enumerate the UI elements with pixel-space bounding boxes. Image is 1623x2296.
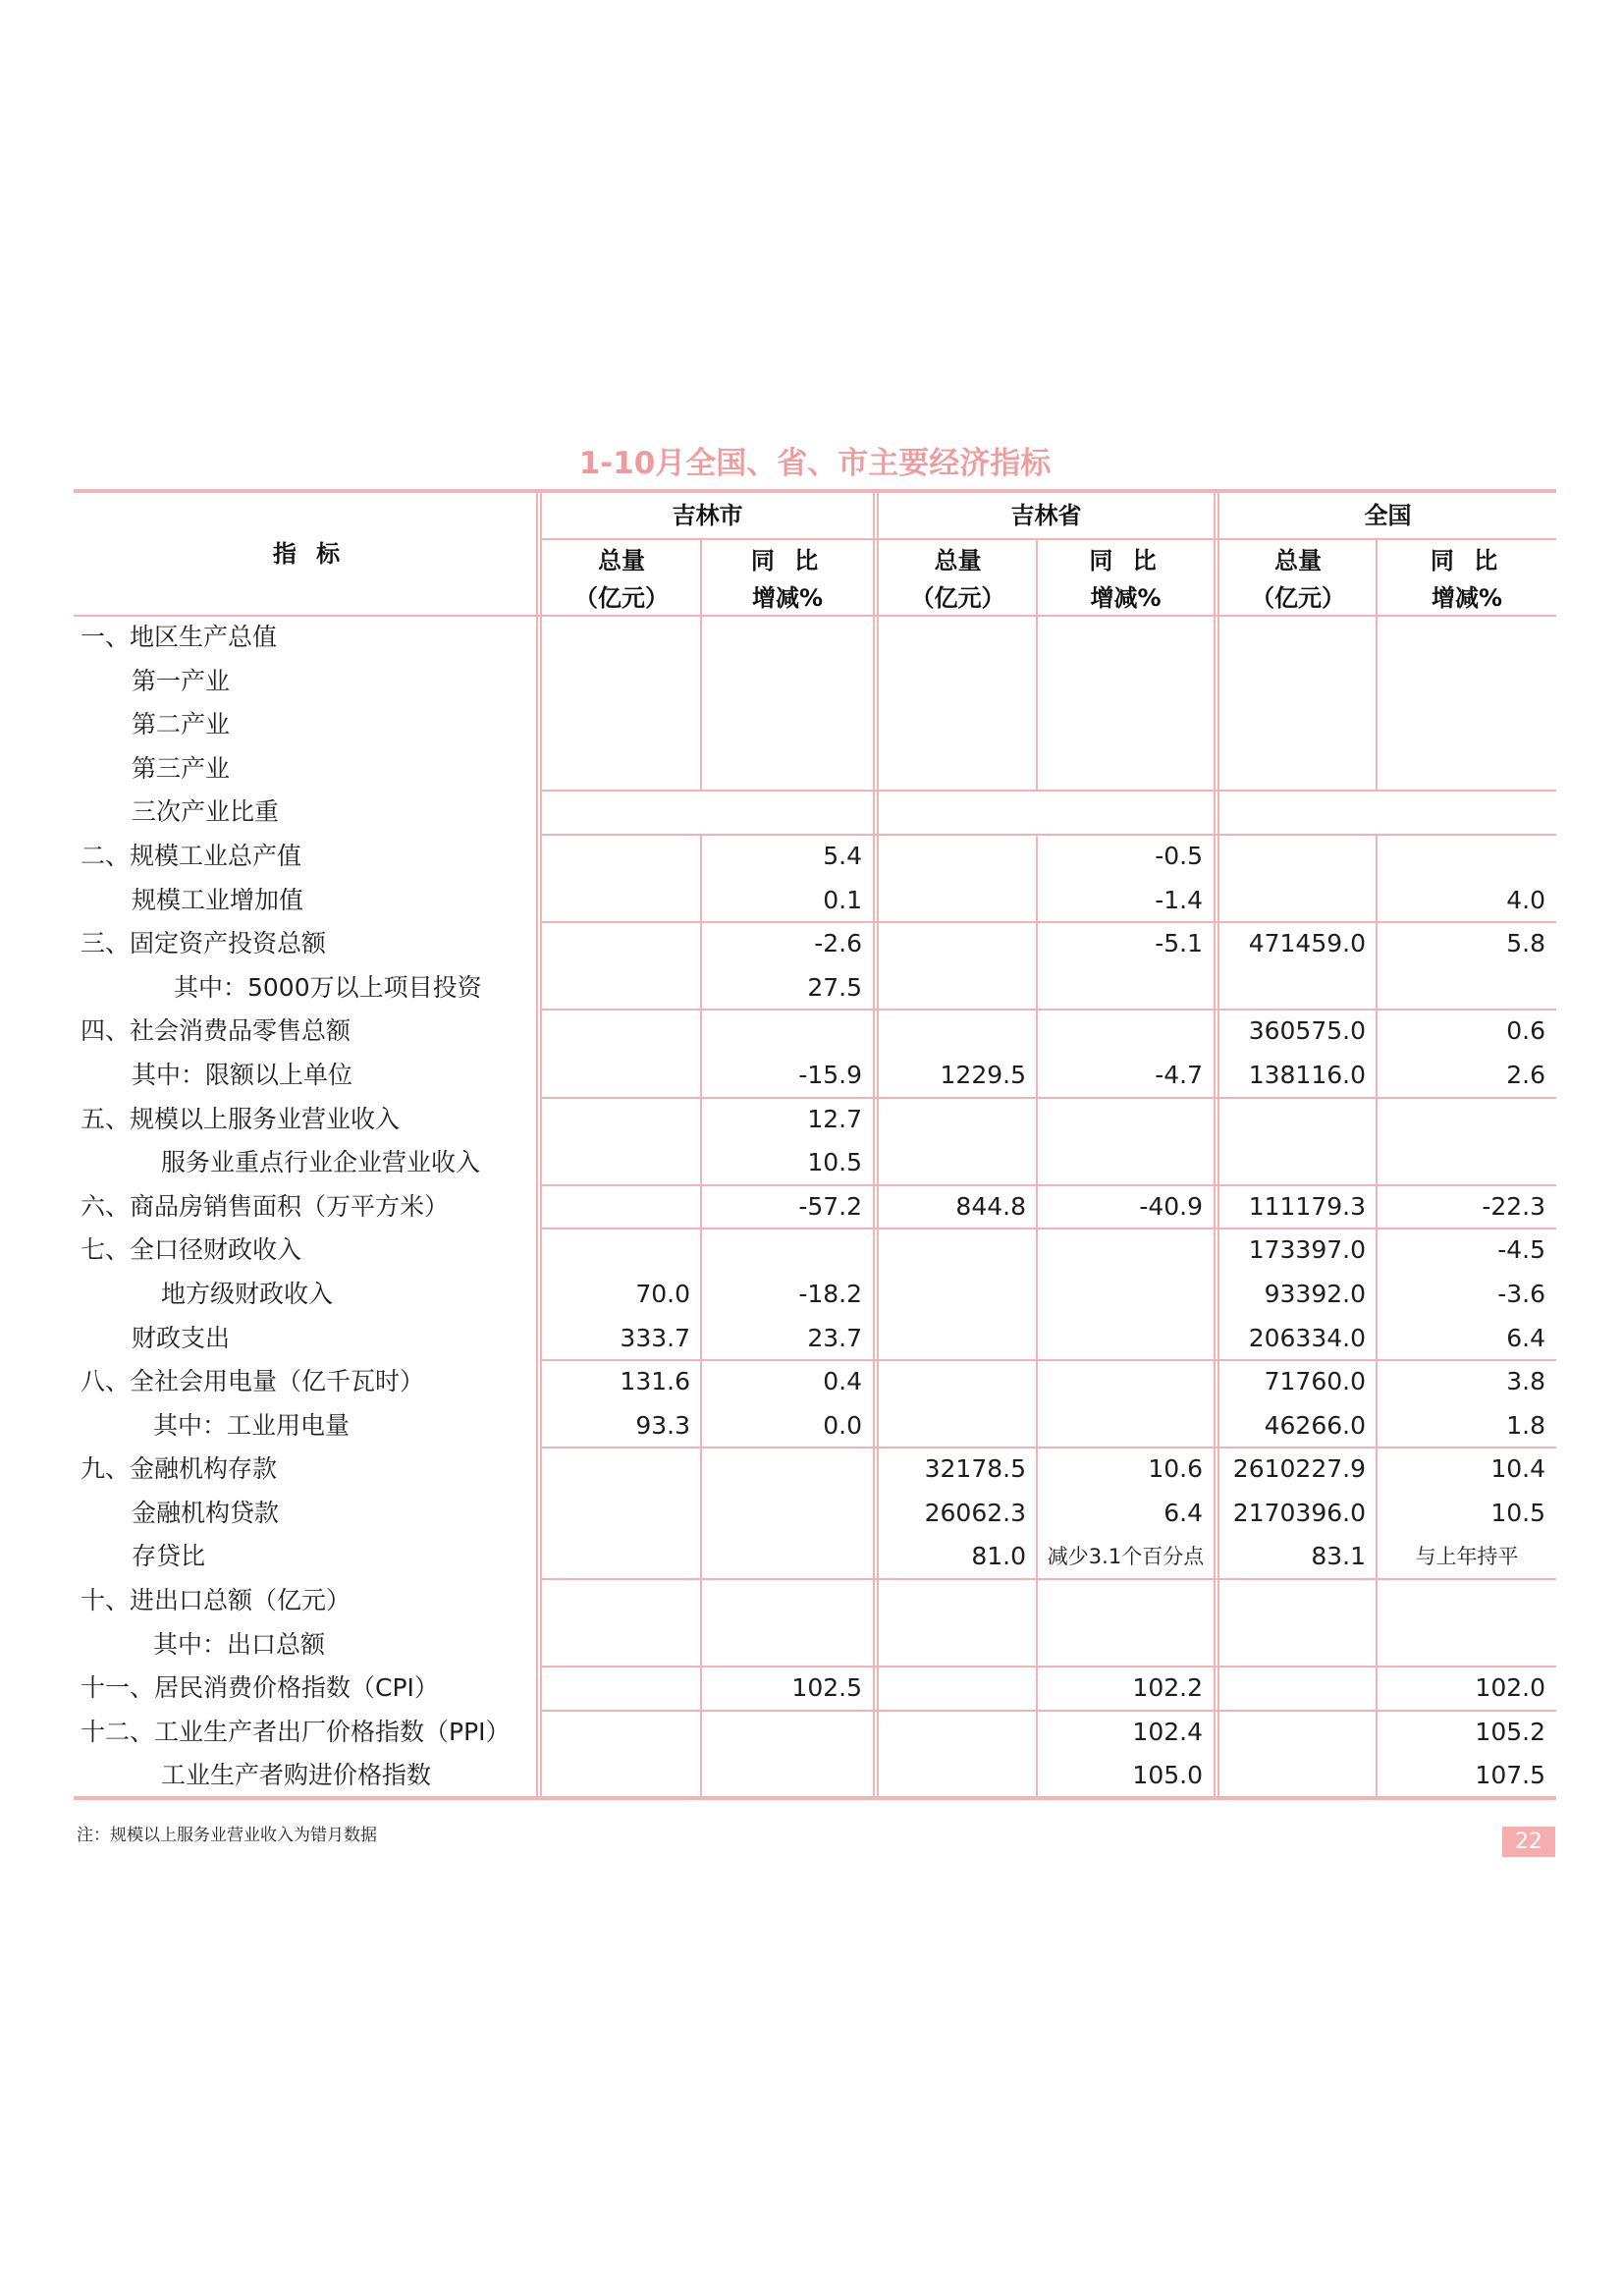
table-row xyxy=(0,1098,1623,1142)
row-label: 存贷比 xyxy=(132,1542,206,1571)
jilin-city-yoy-cell: 23.7 xyxy=(807,1323,862,1352)
jilin-city-yoy-cell: 0.1 xyxy=(823,885,862,914)
national-yoy-cell: 5.8 xyxy=(1506,929,1545,958)
indicator-header: 指 标 xyxy=(272,540,347,568)
table-top-rule xyxy=(74,489,1556,493)
table-row xyxy=(0,966,1623,1011)
total-column-unit: （亿元） xyxy=(910,584,1005,612)
jilin-city-yoy-cell: -2.6 xyxy=(814,929,862,958)
national-yoy-cell: 4.0 xyxy=(1506,885,1545,914)
jilin-city-yoy-cell: 10.5 xyxy=(807,1148,862,1177)
row-label: 其中：出口总额 xyxy=(153,1629,326,1659)
table-row xyxy=(0,616,1623,660)
table-row xyxy=(0,879,1623,923)
jilin-province-yoy-cell: -1.4 xyxy=(1155,885,1203,914)
national-yoy-cell: 107.5 xyxy=(1475,1761,1545,1790)
table-row xyxy=(0,1623,1623,1667)
table-row xyxy=(0,703,1623,747)
group-header-jilin-province: 吉林省 xyxy=(1010,502,1082,529)
jilin-province-yoy-cell: 102.4 xyxy=(1132,1717,1203,1746)
footnote: 注：规模以上服务业营业收入为错月数据 xyxy=(77,1826,377,1845)
table-row xyxy=(0,1273,1623,1317)
yoy-column-unit: 增减% xyxy=(751,584,824,612)
page-title: 1-10月全国、省、市主要经济指标 xyxy=(578,446,1052,481)
table-row xyxy=(0,660,1623,704)
table-row xyxy=(0,1579,1623,1623)
yoy-column-unit: 增减% xyxy=(1431,584,1503,612)
row-label: 三、固定资产投资总额 xyxy=(81,929,327,958)
table-row xyxy=(0,1185,1623,1230)
row-label: 规模工业增加值 xyxy=(132,885,304,914)
table-row xyxy=(0,791,1623,835)
jilin-province-total-cell: 26062.3 xyxy=(924,1498,1026,1527)
group-header-jilin-city: 吉林市 xyxy=(672,502,743,529)
row-label: 十二、工业生产者出厂价格指数（PPI） xyxy=(81,1717,511,1746)
jilin-city-yoy-cell: 12.7 xyxy=(807,1104,862,1133)
jilin-city-yoy-cell: -18.2 xyxy=(798,1279,862,1308)
table-row xyxy=(0,1360,1623,1404)
national-yoy-cell: -22.3 xyxy=(1482,1191,1545,1221)
national-yoy-cell: 102.0 xyxy=(1475,1673,1545,1703)
row-label: 第二产业 xyxy=(132,710,231,739)
row-label: 第三产业 xyxy=(132,753,231,783)
jilin-province-yoy-cell: -40.9 xyxy=(1139,1191,1203,1221)
row-label: 八、全社会用电量（亿千瓦时） xyxy=(81,1367,425,1396)
row-label: 六、商品房销售面积（万平方米） xyxy=(81,1191,450,1221)
jilin-province-total-cell: 844.8 xyxy=(955,1191,1026,1221)
table-row xyxy=(0,1492,1623,1536)
table-row xyxy=(0,922,1623,966)
jilin-province-yoy-cell: -0.5 xyxy=(1155,841,1203,870)
row-label: 二、规模工业总产值 xyxy=(81,841,302,870)
jilin-city-total-cell: 70.0 xyxy=(635,1279,690,1308)
national-yoy-cell: 与上年持平 xyxy=(1415,1545,1519,1569)
row-label: 工业生产者购进价格指数 xyxy=(161,1761,432,1790)
jilin-province-yoy-cell: 102.2 xyxy=(1132,1673,1203,1703)
jilin-province-total-cell: 1229.5 xyxy=(940,1060,1026,1089)
national-total-cell: 93392.0 xyxy=(1264,1279,1366,1308)
yoy-column-header: 同 比 xyxy=(1430,547,1504,574)
row-label: 一、地区生产总值 xyxy=(81,623,278,651)
national-yoy-cell: 0.6 xyxy=(1506,1016,1545,1046)
national-total-cell: 46266.0 xyxy=(1264,1410,1366,1440)
national-total-cell: 206334.0 xyxy=(1248,1323,1366,1352)
jilin-province-yoy-cell: 105.0 xyxy=(1132,1761,1203,1790)
table-row xyxy=(0,1535,1623,1579)
total-column-unit: （亿元） xyxy=(574,584,669,612)
row-label: 其中：工业用电量 xyxy=(153,1410,351,1440)
jilin-province-yoy-cell: -4.7 xyxy=(1155,1060,1203,1089)
table-row xyxy=(0,1448,1623,1492)
national-total-cell: 71760.0 xyxy=(1264,1367,1366,1396)
jilin-city-yoy-cell: 0.0 xyxy=(823,1410,862,1440)
table-row xyxy=(0,747,1623,792)
row-label: 九、金融机构存款 xyxy=(81,1454,278,1484)
national-yoy-cell: 6.4 xyxy=(1506,1323,1545,1352)
table-row xyxy=(0,1404,1623,1449)
jilin-province-yoy-cell: 减少3.1个百分点 xyxy=(1047,1545,1205,1569)
national-total-cell: 2610227.9 xyxy=(1232,1454,1366,1484)
national-total-cell: 138116.0 xyxy=(1248,1060,1366,1089)
table-body xyxy=(0,616,1623,1798)
table-row xyxy=(0,1010,1623,1054)
jilin-province-total-cell: 32178.5 xyxy=(924,1454,1026,1484)
row-label: 三次产业比重 xyxy=(132,797,280,827)
row-label: 地方级财政收入 xyxy=(161,1279,334,1308)
table-row xyxy=(0,1711,1623,1755)
yoy-column-header: 同 比 xyxy=(1089,547,1163,574)
national-yoy-cell: -4.5 xyxy=(1497,1235,1545,1265)
national-yoy-cell: -3.6 xyxy=(1497,1279,1545,1308)
row-label: 其中：5000万以上项目投资 xyxy=(174,972,482,1002)
total-column-unit: （亿元） xyxy=(1251,584,1345,612)
row-label: 金融机构贷款 xyxy=(132,1498,280,1527)
jilin-city-yoy-cell: -57.2 xyxy=(798,1191,862,1221)
jilin-city-yoy-cell: -15.9 xyxy=(798,1060,862,1089)
page-number-badge: 22 xyxy=(1502,1827,1555,1857)
total-column-header: 总量 xyxy=(934,547,982,574)
yoy-column-header: 同 比 xyxy=(750,547,825,574)
national-yoy-cell: 105.2 xyxy=(1475,1717,1545,1746)
row-label: 服务业重点行业企业营业收入 xyxy=(161,1148,481,1177)
row-label: 四、社会消费品零售总额 xyxy=(81,1016,352,1046)
table-row xyxy=(0,1667,1623,1711)
row-label: 十、进出口总额（亿元） xyxy=(81,1586,352,1615)
table-row xyxy=(0,1317,1623,1361)
table-row xyxy=(0,1141,1623,1185)
table-row xyxy=(0,1054,1623,1098)
group-header-national: 全国 xyxy=(1364,502,1412,529)
national-total-cell: 83.1 xyxy=(1311,1542,1366,1571)
jilin-province-yoy-cell: -5.1 xyxy=(1155,929,1203,958)
jilin-city-yoy-cell: 5.4 xyxy=(823,841,862,870)
total-column-header: 总量 xyxy=(598,547,645,574)
total-column-header: 总量 xyxy=(1274,547,1322,574)
jilin-city-yoy-cell: 102.5 xyxy=(791,1673,862,1703)
national-yoy-cell: 10.5 xyxy=(1490,1498,1545,1527)
row-label: 其中：限额以上单位 xyxy=(132,1060,353,1089)
jilin-city-yoy-cell: 0.4 xyxy=(823,1367,862,1396)
national-total-cell: 360575.0 xyxy=(1248,1016,1366,1046)
jilin-city-total-cell: 93.3 xyxy=(635,1410,690,1440)
jilin-province-yoy-cell: 10.6 xyxy=(1148,1454,1203,1484)
row-label: 七、全口径财政收入 xyxy=(81,1235,302,1265)
national-total-cell: 2170396.0 xyxy=(1232,1498,1366,1527)
jilin-city-total-cell: 131.6 xyxy=(620,1367,690,1396)
national-yoy-cell: 10.4 xyxy=(1490,1454,1545,1484)
jilin-city-yoy-cell: 27.5 xyxy=(807,972,862,1002)
row-label: 第一产业 xyxy=(132,666,231,695)
national-yoy-cell: 2.6 xyxy=(1506,1060,1545,1089)
table-row xyxy=(0,1754,1623,1798)
row-label: 十一、居民消费价格指数（CPI） xyxy=(81,1673,439,1703)
national-yoy-cell: 1.8 xyxy=(1506,1410,1545,1440)
row-label: 五、规模以上服务业营业收入 xyxy=(81,1104,401,1133)
yoy-column-unit: 增减% xyxy=(1090,584,1162,612)
jilin-province-total-cell: 81.0 xyxy=(971,1542,1026,1571)
jilin-province-yoy-cell: 6.4 xyxy=(1163,1498,1203,1527)
group-header-rule xyxy=(541,538,1556,540)
national-total-cell: 471459.0 xyxy=(1248,929,1366,958)
table-row xyxy=(0,1229,1623,1273)
row-label: 财政支出 xyxy=(132,1323,231,1352)
table-row xyxy=(0,835,1623,879)
national-total-cell: 173397.0 xyxy=(1248,1235,1366,1265)
national-total-cell: 111179.3 xyxy=(1248,1191,1366,1221)
national-yoy-cell: 3.8 xyxy=(1506,1367,1545,1396)
jilin-city-total-cell: 333.7 xyxy=(620,1323,690,1352)
